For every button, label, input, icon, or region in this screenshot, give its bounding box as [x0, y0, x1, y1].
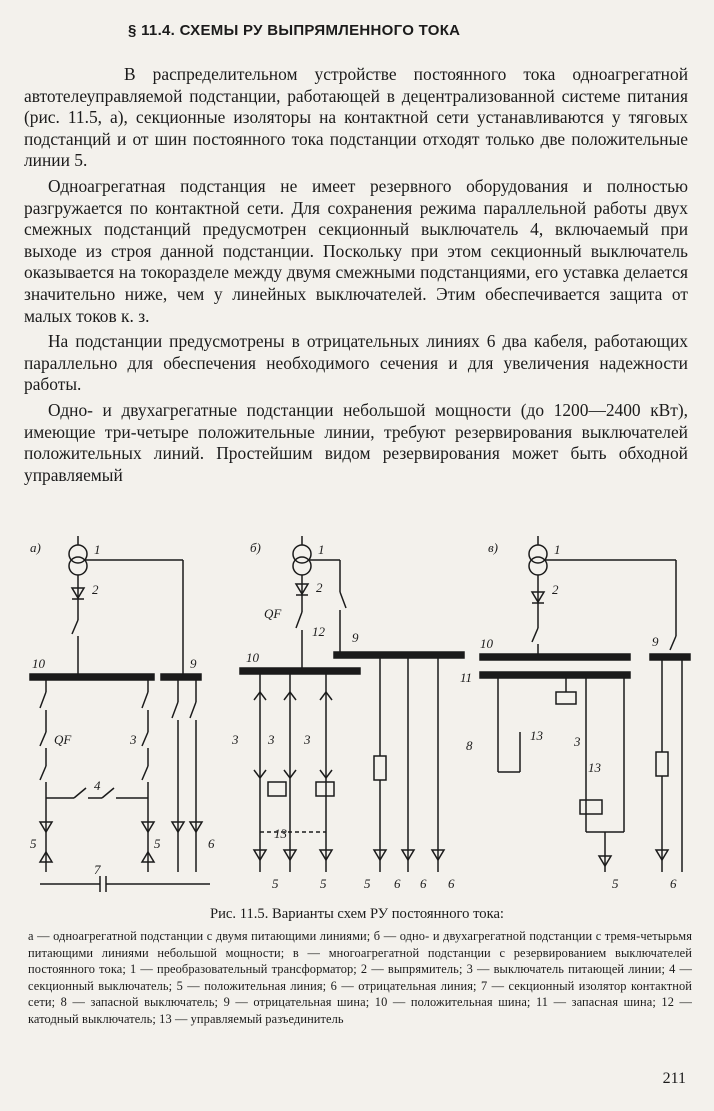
- label: 13: [530, 728, 543, 743]
- label: 13: [588, 760, 601, 775]
- body-text: [24, 64, 688, 490]
- label: 3: [130, 732, 137, 747]
- label: 10: [246, 650, 259, 665]
- label: 7: [94, 862, 101, 877]
- paragraph: В распределительном устройстве постоянного тока одноагрегатной автотелеуправляемой подстанции, работающей в децентрализованной системе питания (рис. 11.5, а), секционные изоляторы на контактной сети устанавливаются у тяговых подстанций и от шин постоянного тока подстанции отходят только две положительные линии 5.: [24, 64, 688, 171]
- paragraph: На подстанции предусмотрены в отрицательных линиях 6 два кабеля, работающих параллельно для обеспечения необходимого сечения и для увеличения надежности работы.: [24, 331, 688, 395]
- label: 2: [552, 582, 559, 597]
- label: 3: [268, 732, 275, 747]
- label: 3: [574, 734, 581, 749]
- label: 4: [94, 778, 101, 793]
- label: 2: [316, 580, 323, 595]
- label: 2: [92, 582, 99, 597]
- label: 9: [652, 634, 659, 649]
- label: 3: [232, 732, 239, 747]
- label: 5: [272, 876, 279, 891]
- page-number: 211: [662, 1070, 686, 1087]
- label: 9: [190, 656, 197, 671]
- label: 9: [352, 630, 359, 645]
- label: 6: [420, 876, 427, 891]
- label: 10: [480, 636, 493, 651]
- label: 5: [320, 876, 327, 891]
- panel-label-b: б): [250, 540, 261, 555]
- label: 5: [612, 876, 619, 891]
- paragraph: Одно- и двухагрегатные подстанции небольшой мощности (до 1200—2400 кВт), имеющие три-четыре положительные линии, требуют резервирования выключателей положительных линий. Простейшим видом резервирования может быть обходной управляемый: [24, 399, 688, 485]
- label: 12: [312, 624, 325, 639]
- paragraph: Одноагрегатная подстанция не имеет резервного оборудования и полностью разгружается по контактной сети. Для сохранения режима параллельной работы двух смежных подстанций предусмотрен секционный выключатель 4, включаемый при выходе из строя данной подстанции. Поскольку при этом секционный выключатель оказывается на токоразделе между двумя смежными подстанциями, его уставка делается значительно ниже, чем у линейных выключателей. Этим обеспечивается защита от малых токов к. з.: [24, 175, 688, 326]
- label: 1: [318, 542, 325, 557]
- label: 1: [94, 542, 101, 557]
- label: 1: [554, 542, 561, 557]
- figure-caption-body: а — одноагрегатной подстанции с двумя питающими линиями; б — одно- и двухагрегатной подстанции с тремя-четырьмя питающими линиями небольшой мощности; в — многоагрегатной подстанции с резервированием выключателей постоянного тока; 1 — преобразовательный трансформатор; 2 — выпрямитель; 3 — выключатель питающей линии; 4 — секционный выключатель; 5 — положительная линия; 6 — отрицательная линия; 7 — секционный изолятор контактной сети; 8 — запасной выключатель; 9 — отрицательная шина; 10 — положительная шина; 11 — запасная шина; 12 — катодный выключатель; 13 — управляемый разъединитель: [28, 929, 692, 1026]
- label: 11: [460, 670, 473, 685]
- label: QF: [264, 606, 282, 621]
- label: 5: [30, 836, 37, 851]
- label: 5: [364, 876, 371, 891]
- section-heading: § 11.4. СХЕМЫ РУ ВЫПРЯМЛЕННОГО ТОКА: [128, 22, 461, 39]
- label: 5: [154, 836, 161, 851]
- panel-label-a: а): [30, 540, 41, 555]
- label: 6: [394, 876, 401, 891]
- label: 6: [448, 876, 455, 891]
- circuit-diagram-figure: [20, 532, 700, 904]
- label: 13: [274, 826, 287, 841]
- figure-caption-title: Рис. 11.5. Варианты схем РУ постоянного тока:: [210, 906, 504, 922]
- label: 6: [670, 876, 677, 891]
- label: 3: [304, 732, 311, 747]
- label: QF: [54, 732, 72, 747]
- label: 8: [466, 738, 473, 753]
- circuit-diagram: [20, 532, 700, 904]
- label: 6: [208, 836, 215, 851]
- panel-label-c: в): [488, 540, 498, 555]
- label: 10: [32, 656, 45, 671]
